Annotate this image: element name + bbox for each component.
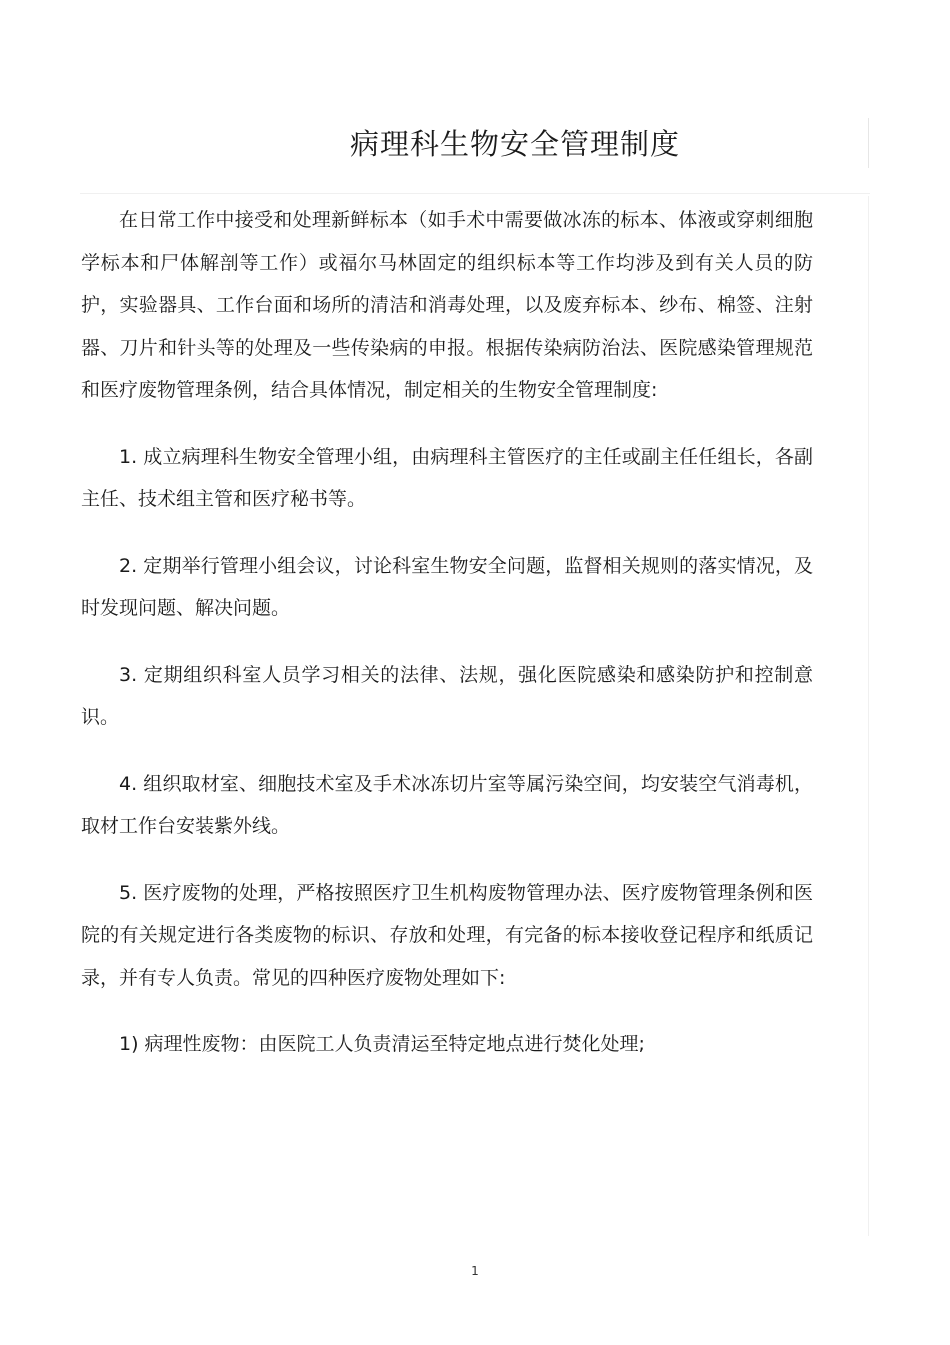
page-number: 1 [471,1264,479,1278]
title-horizontal-divider [80,193,870,194]
item-4-paragraph: 4. 组织取材室、细胞技术室及手术冰冻切片室等属污染空间，均安装空气消毒机，取材工作台安装紫外线。 [81,772,813,837]
item-3-paragraph: 3. 定期组织科室人员学习相关的法律、法规，强化医院感染和感染防护和控制意识。 [81,663,813,728]
subitem-1-paragraph: 1) 病理性废物：由医院工人负责清运至特定地点进行焚化处理; [119,1033,645,1055]
body-vertical-divider [868,196,869,1236]
title-vertical-divider [868,118,869,168]
item-5-paragraph: 5. 医疗废物的处理，严格按照医疗卫生机构废物管理办法、医疗废物管理条例和医院的有关规定进行各类废物的标识、存放和处理，有完备的标本接收登记程序和纸质记录，并有专人负责。常见的四种医疗废物处理如下: [81,881,813,989]
item-1-paragraph: 1. 成立病理科生物安全管理小组，由病理科主管医疗的主任或副主任任组长，各副主任、技术组主管和医疗秘书等。 [81,445,813,510]
document-title: 病理科生物安全管理制度 [349,127,680,161]
intro-paragraph: 在日常工作中接受和处理新鲜标本（如手术中需要做冰冻的标本、体液或穿刺细胞学标本和尸体解剖等工作）或福尔马林固定的组织标本等工作均涉及到有关人员的防护，实验器具、工作台面和场所的清洁和消毒处理，以及废弃标本、纱布、棉签、注射器、刀片和针头等的处理及一些传染病的申报。根据传染病防治法、医院感染管理规范和医疗废物管理条例，结合具体情况，制定相关的生物安全管理制度: [81,209,813,401]
document-body [81,199,813,1090]
item-2-paragraph: 2. 定期举行管理小组会议，讨论科室生物安全问题，监督相关规则的落实情况，及时发现问题、解决问题。 [81,554,813,619]
